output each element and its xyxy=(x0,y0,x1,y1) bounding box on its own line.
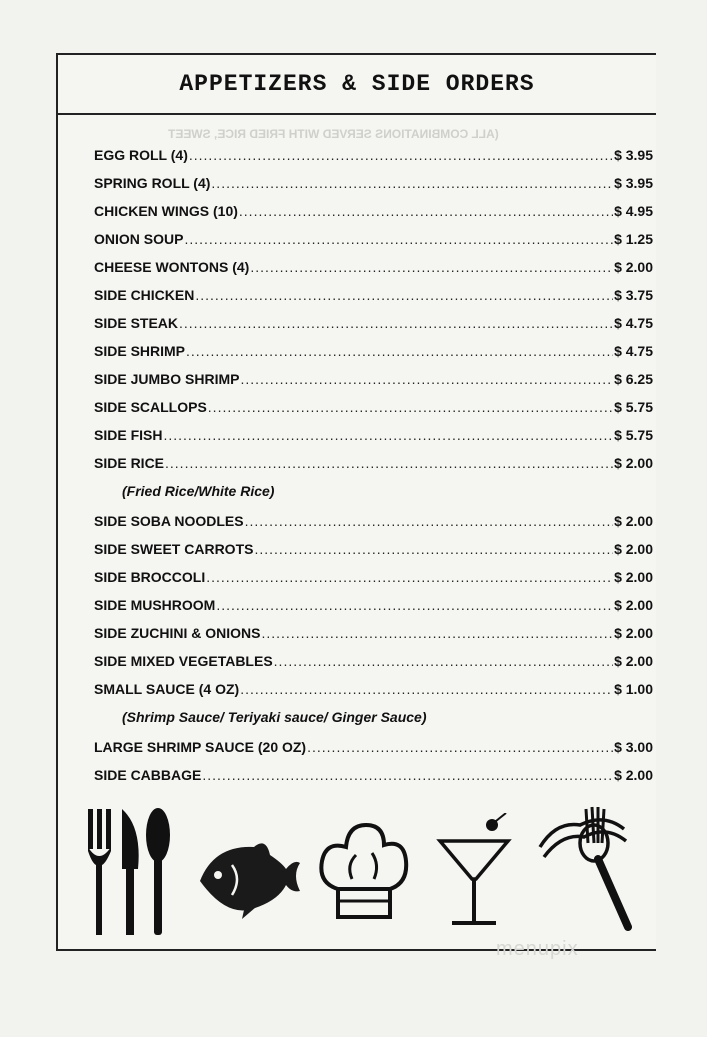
item-price: $ 3.75 xyxy=(614,287,653,303)
item-name: CHEESE WONTONS (4) xyxy=(94,259,250,275)
item-name: SIDE SCALLOPS xyxy=(94,399,207,415)
leader-dots xyxy=(261,625,613,641)
item-price: $ 2.00 xyxy=(614,513,653,529)
item-name: SIDE JUMBO SHRIMP xyxy=(94,371,240,387)
leader-dots xyxy=(163,427,613,443)
menu-row xyxy=(94,681,653,701)
leader-dots xyxy=(208,399,613,415)
page-title: APPETIZERS & SIDE ORDERS xyxy=(179,71,535,97)
item-price: $ 4.75 xyxy=(614,315,653,331)
item-name: SIDE BROCCOLI xyxy=(94,569,206,585)
item-price: $ 2.00 xyxy=(614,541,653,557)
watermark: menupix xyxy=(496,938,579,960)
sauce-note: (Shrimp Sauce/ Teriyaki sauce/ Ginger Sauce) xyxy=(122,709,427,725)
fork-knife-spoon-icon xyxy=(84,807,174,937)
leader-dots xyxy=(195,287,613,303)
item-price: $ 2.00 xyxy=(614,767,653,783)
menu-row xyxy=(94,653,653,673)
item-name: SIDE SHRIMP xyxy=(94,343,186,359)
menu-row xyxy=(94,343,653,363)
leader-dots xyxy=(245,513,613,529)
leader-dots xyxy=(307,739,613,755)
menu-frame xyxy=(56,53,656,951)
leader-dots xyxy=(189,147,613,163)
item-name: SIDE SWEET CARROTS xyxy=(94,541,254,557)
menu-row xyxy=(94,455,653,475)
item-price: $ 6.25 xyxy=(614,371,653,387)
menu-row xyxy=(94,541,653,561)
item-price: $ 2.00 xyxy=(614,569,653,585)
leader-dots xyxy=(239,203,613,219)
item-name: SIDE SOBA NOODLES xyxy=(94,513,244,529)
item-price: $ 3.00 xyxy=(614,739,653,755)
rice-note: (Fried Rice/White Rice) xyxy=(122,483,275,499)
item-name: SIDE STEAK xyxy=(94,315,179,331)
menu-row xyxy=(94,287,653,307)
leader-dots xyxy=(179,315,613,331)
item-price: $ 4.95 xyxy=(614,203,653,219)
leader-dots xyxy=(184,231,613,247)
leader-dots xyxy=(216,597,613,613)
item-price: $ 5.75 xyxy=(614,399,653,415)
leader-dots xyxy=(186,343,613,359)
item-price: $ 2.00 xyxy=(614,259,653,275)
item-price: $ 2.00 xyxy=(614,653,653,669)
leader-dots xyxy=(240,681,613,697)
menu-row xyxy=(94,767,653,787)
decorative-icons xyxy=(80,799,650,939)
menu-row xyxy=(94,513,653,533)
menu-row xyxy=(94,315,653,335)
item-name: SIDE MUSHROOM xyxy=(94,597,216,613)
item-price: $ 3.95 xyxy=(614,175,653,191)
title-box xyxy=(58,55,656,115)
menu-row xyxy=(94,147,653,167)
item-price: $ 2.00 xyxy=(614,597,653,613)
item-name: SIDE RICE xyxy=(94,455,165,471)
item-name: ONION SOUP xyxy=(94,231,184,247)
menu-row xyxy=(94,739,653,759)
menu-row xyxy=(94,399,653,419)
bleed-through-text: (ALL COMBINATIONS SERVED WITH FRIED RICE, SWEET xyxy=(168,127,499,141)
menu-row xyxy=(94,259,653,279)
item-price: $ 4.75 xyxy=(614,343,653,359)
item-name: SIDE FISH xyxy=(94,427,163,443)
menu-row xyxy=(94,625,653,645)
item-price: $ 3.95 xyxy=(614,147,653,163)
leader-dots xyxy=(211,175,613,191)
item-price: $ 2.00 xyxy=(614,625,653,641)
fish-icon xyxy=(196,835,302,921)
chef-hat-icon xyxy=(316,819,412,923)
item-name: SIDE CHICKEN xyxy=(94,287,195,303)
item-name: SPRING ROLL (4) xyxy=(94,175,211,191)
menu-row xyxy=(94,597,653,617)
leader-dots xyxy=(254,541,613,557)
menu-row xyxy=(94,569,653,589)
menu-row xyxy=(94,175,653,195)
item-name: EGG ROLL (4) xyxy=(94,147,188,163)
menu-row xyxy=(94,231,653,251)
item-name: SIDE MIXED VEGETABLES xyxy=(94,653,273,669)
menu-row xyxy=(94,203,653,223)
item-price: $ 1.25 xyxy=(614,231,653,247)
menu-row xyxy=(94,371,653,391)
noodle-fork-icon xyxy=(536,803,632,931)
item-name: SIDE CABBAGE xyxy=(94,767,202,783)
menu-row xyxy=(94,427,653,447)
item-name: SIDE ZUCHINI & ONIONS xyxy=(94,625,261,641)
item-price: $ 5.75 xyxy=(614,427,653,443)
item-name: SMALL SAUCE (4 OZ) xyxy=(94,681,240,697)
item-price: $ 1.00 xyxy=(614,681,653,697)
item-name: CHICKEN WINGS (10) xyxy=(94,203,238,219)
item-price: $ 2.00 xyxy=(614,455,653,471)
leader-dots xyxy=(240,371,613,387)
leader-dots xyxy=(206,569,613,585)
leader-dots xyxy=(250,259,613,275)
martini-glass-icon xyxy=(436,813,512,929)
item-name: LARGE SHRIMP SAUCE (20 OZ) xyxy=(94,739,307,755)
leader-dots xyxy=(202,767,613,783)
leader-dots xyxy=(165,455,613,471)
leader-dots xyxy=(274,653,613,669)
